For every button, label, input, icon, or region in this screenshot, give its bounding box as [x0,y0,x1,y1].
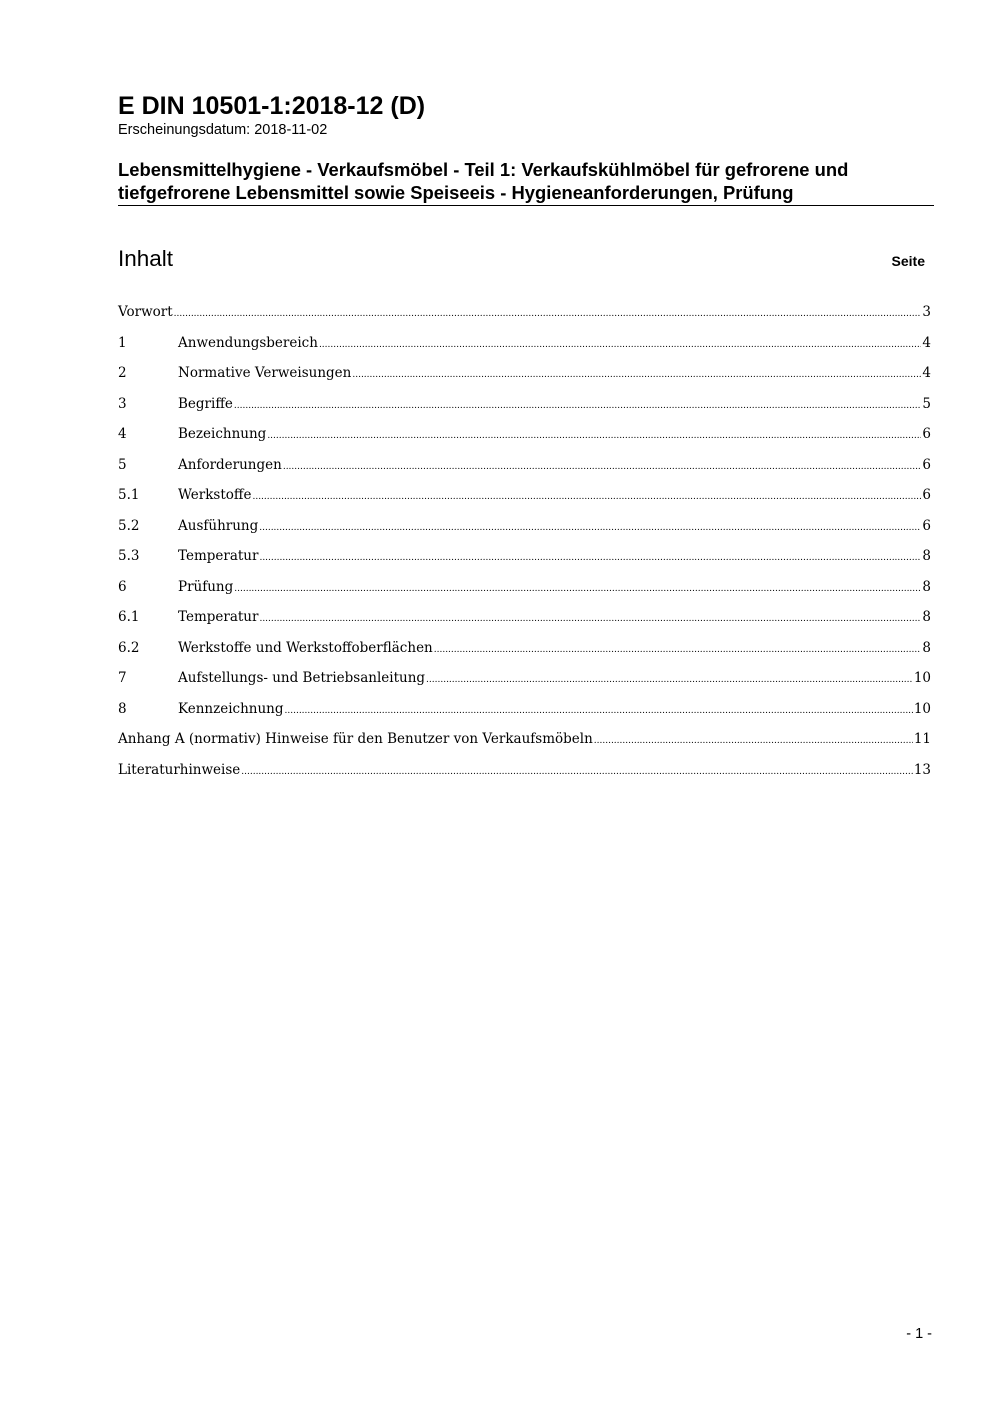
toc-entry[interactable] [118,576,931,607]
toc-entry-title: Aufstellungs- und Betriebsanleitung [178,670,426,686]
toc-entry[interactable] [118,637,931,668]
toc-entry-number: 5.3 [118,548,140,564]
toc-entry-title: Temperatur [178,548,259,564]
toc-entry-page: 8 [922,609,931,625]
toc-dot-leader [283,456,922,478]
toc-entry-page: 8 [922,639,931,656]
toc-entry-number: 1 [118,334,127,351]
toc-entry-title: Normative Verweisungen [178,365,352,381]
toc-dot-leader [259,547,921,569]
toc-dot-leader [594,730,913,752]
page-number: - 1 - [906,1326,932,1342]
toc-entry[interactable] [118,759,931,790]
toc-entry-page: 4 [922,365,931,381]
toc-entry-title: Kennzeichnung [178,700,284,717]
toc-dot-leader [319,334,921,356]
toc-dot-leader [252,486,921,508]
toc-entry-title: Anwendungsbereich [178,334,318,351]
toc-entry-number: 6.2 [118,639,140,656]
toc-entry[interactable] [118,515,931,546]
toc-entry[interactable] [118,332,931,363]
toc-entry-number: 5 [118,456,127,473]
toc-dot-leader [259,517,921,539]
toc-entry-page: 10 [913,670,931,686]
toc-entry-page: 3 [922,304,931,320]
toc-entry-number: 5.2 [118,517,140,534]
toc-dot-leader [426,669,913,691]
toc-dot-leader [234,578,921,600]
toc-entry[interactable] [118,301,931,332]
toc-dot-leader [434,639,922,661]
toc-entry-number: 6.1 [118,609,140,625]
toc-entry-title: Anhang A (normativ) Hinweise für den Benutzer von Verkaufsmöbeln [118,731,593,747]
toc-entry-title: Anforderungen [178,456,282,473]
toc-entry[interactable] [118,728,931,759]
document-title [118,158,934,206]
publication-date: Erscheinungsdatum: 2018-11-02 [118,122,328,138]
toc-dot-leader [259,608,921,630]
toc-dot-leader [174,303,922,325]
toc-entry-title: Ausführung [178,517,259,534]
toc-entry-number: 7 [118,670,127,686]
toc-entry-page: 5 [922,395,931,412]
toc-entry[interactable] [118,698,931,729]
toc-entry[interactable] [118,667,931,698]
toc-entry-page: 11 [913,731,931,747]
toc-entry[interactable] [118,423,931,454]
toc-entry-title: Bezeichnung [178,426,267,442]
toc-entry-page: 10 [913,700,931,717]
toc-entry-number: 5.1 [118,487,140,503]
toc-entry-page: 4 [922,334,931,351]
toc-entry-page: 8 [922,548,931,564]
toc-entry-page: 6 [922,456,931,473]
toc-entry-page: 6 [922,517,931,534]
toc-entry-title: Temperatur [178,609,259,625]
toc-entry-title: Begriffe [178,395,233,412]
title-line-1: Lebensmittelhygiene - Verkaufsmöbel - Teil 1: Verkaufskühlmöbel für gefrorene und [118,159,849,180]
toc-heading: Inhalt [118,246,174,271]
toc-entry-page: 6 [922,426,931,442]
toc-entry-title: Literaturhinweise [118,761,241,778]
title-line-2: tiefgefrorene Lebensmittel sowie Speiseeis - Hygieneanforderungen, Prüfung [118,182,794,203]
toc-page-column-label: Seite [891,253,925,269]
toc-dot-leader [352,364,921,386]
toc-entry[interactable] [118,393,931,424]
toc-dot-leader [267,425,921,447]
toc-entry-number: 8 [118,700,127,717]
toc-entry-page: 8 [922,578,931,595]
toc-entry[interactable] [118,454,931,485]
toc-entry-title: Prüfung [178,578,234,595]
toc-entry-number: 4 [118,426,127,442]
toc-entry-title: Werkstoffe und Werkstoffoberflächen [178,639,433,656]
toc-dot-leader [285,700,913,722]
toc-entry-number: 3 [118,395,127,412]
toc-entry-title: Vorwort [118,304,173,320]
toc-entry-page: 13 [913,761,931,778]
toc-entry[interactable] [118,362,931,393]
toc-dot-leader [241,761,913,783]
toc-entry[interactable] [118,606,931,637]
toc-entry-number: 6 [118,578,127,595]
toc-entry-title: Werkstoffe [178,487,252,503]
document-id: E DIN 10501-1:2018-12 (D) [118,92,426,120]
toc-entry[interactable] [118,484,931,515]
toc-dot-leader [234,395,922,417]
toc-entry[interactable] [118,545,931,576]
table-of-contents [118,301,931,789]
toc-entry-page: 6 [922,487,931,503]
toc-entry-number: 2 [118,365,127,381]
